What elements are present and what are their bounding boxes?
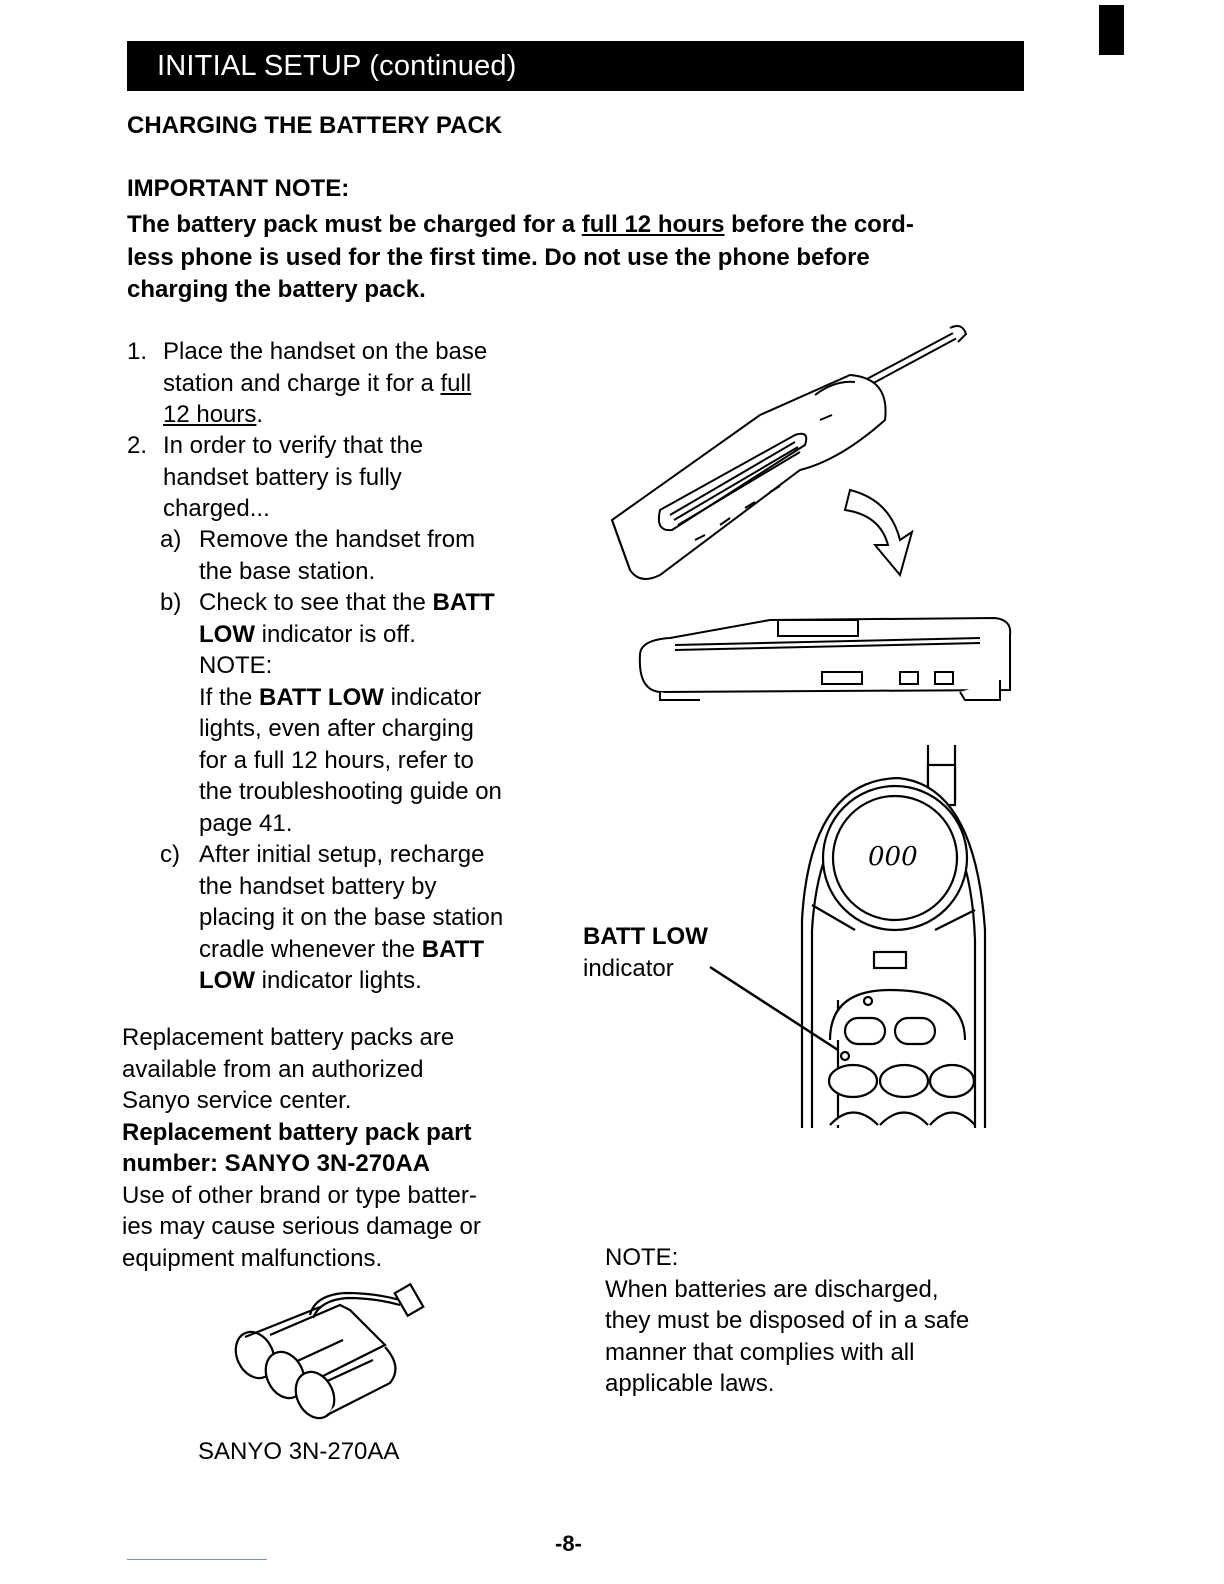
disposal-note-text: When batteries are discharged, — [605, 1275, 939, 1303]
step-text: lights, even after charging — [199, 715, 474, 742]
step-text: the handset battery by — [199, 872, 437, 900]
note-text: The battery pack must be charged for a — [127, 211, 582, 238]
substep-b — [199, 587, 502, 839]
indicator-label-text: indicator — [583, 954, 674, 982]
info-text: ies may cause serious damage or — [122, 1213, 481, 1240]
info-text: Sanyo service center. — [122, 1087, 352, 1114]
footer-rule — [127, 1559, 267, 1560]
underlined-text: 12 hours — [163, 401, 257, 428]
note-text: charging the battery pack. — [127, 276, 426, 303]
note-text: before the cord- — [724, 211, 914, 238]
step-text: placing it on the base station — [199, 904, 504, 931]
step-text: the troubleshooting guide on — [199, 778, 502, 805]
step-text: Remove the handset from — [199, 526, 476, 553]
replacement-info — [122, 1022, 542, 1274]
step-number: 2. — [127, 432, 148, 459]
step-text: indicator — [383, 683, 482, 711]
step-2 — [163, 430, 423, 525]
bold-text: LOW — [199, 967, 255, 994]
step-text: . — [256, 401, 264, 428]
battery-caption: SANYO 3N-270AA — [198, 1438, 400, 1465]
step-number: 1. — [127, 338, 148, 365]
page-number: -8- — [555, 1531, 582, 1556]
bold-text: BATT — [421, 935, 484, 963]
important-note-heading: IMPORTANT NOTE: — [127, 175, 350, 202]
substep-label: c) — [160, 841, 180, 868]
disposal-note-text: applicable laws. — [605, 1370, 775, 1397]
info-text: Replacement battery packs are — [122, 1024, 455, 1051]
header-title: INITIAL SETUP (continued) — [157, 50, 517, 82]
info-text: Use of other brand or type batter- — [122, 1181, 477, 1209]
handset-display-text: 000 — [868, 842, 918, 872]
step-text: the base station. — [199, 557, 376, 585]
step-text: In order to verify that the — [163, 432, 424, 459]
info-text: available from an authorized — [122, 1055, 424, 1083]
bold-text: LOW — [199, 620, 255, 648]
handset-front-illustration — [690, 740, 990, 1130]
step-text: charged... — [163, 495, 270, 522]
important-note-body — [127, 209, 1007, 307]
indicator-label-bold: BATT LOW — [583, 923, 708, 950]
substep-label: b) — [160, 589, 182, 616]
step-text: Place the handset on the base — [163, 338, 488, 365]
page-tab-marker — [1099, 5, 1124, 55]
battery-pack-illustration — [225, 1275, 445, 1425]
step-1 — [163, 336, 487, 431]
step-text: for a full 12 hours, refer to — [199, 746, 474, 774]
info-text: equipment malfunctions. — [122, 1244, 383, 1272]
disposal-note-text: they must be disposed of in a safe — [605, 1307, 970, 1334]
step-text: After initial setup, recharge — [199, 841, 485, 868]
bold-text: BATT LOW — [259, 683, 384, 711]
step-text: Check to see that the — [199, 589, 433, 616]
step-text: If the — [199, 683, 260, 711]
part-number-label: number: SANYO 3N-270AA — [122, 1150, 431, 1177]
underlined-text: full — [440, 369, 472, 397]
step-text: handset battery is fully — [163, 463, 402, 491]
step-text: station and charge it for a — [163, 369, 441, 397]
disposal-note — [605, 1242, 1025, 1400]
step-text: page 41. — [199, 809, 293, 837]
substep-a — [199, 524, 475, 587]
step-text: indicator lights. — [254, 967, 422, 994]
section-header-bar — [127, 41, 1024, 91]
substep-label: a) — [160, 526, 182, 553]
steps-list — [127, 336, 547, 996]
section-title: CHARGING THE BATTERY PACK — [127, 112, 503, 139]
part-number-label: Replacement battery pack part — [122, 1118, 472, 1146]
disposal-note-heading: NOTE: — [605, 1244, 679, 1271]
bold-text: BATT — [432, 589, 495, 616]
note-underlined-text: full 12 hours — [581, 211, 725, 238]
disposal-note-text: manner that complies with all — [605, 1338, 915, 1366]
note-text: less phone is used for the first time. Do not use the phone before — [127, 243, 870, 271]
sub-note-heading: NOTE: — [199, 652, 273, 679]
step-text: indicator is off. — [254, 620, 416, 648]
handset-placing-illustration — [600, 320, 1020, 740]
substep-c — [199, 839, 503, 997]
step-text: cradle whenever the — [199, 935, 422, 963]
